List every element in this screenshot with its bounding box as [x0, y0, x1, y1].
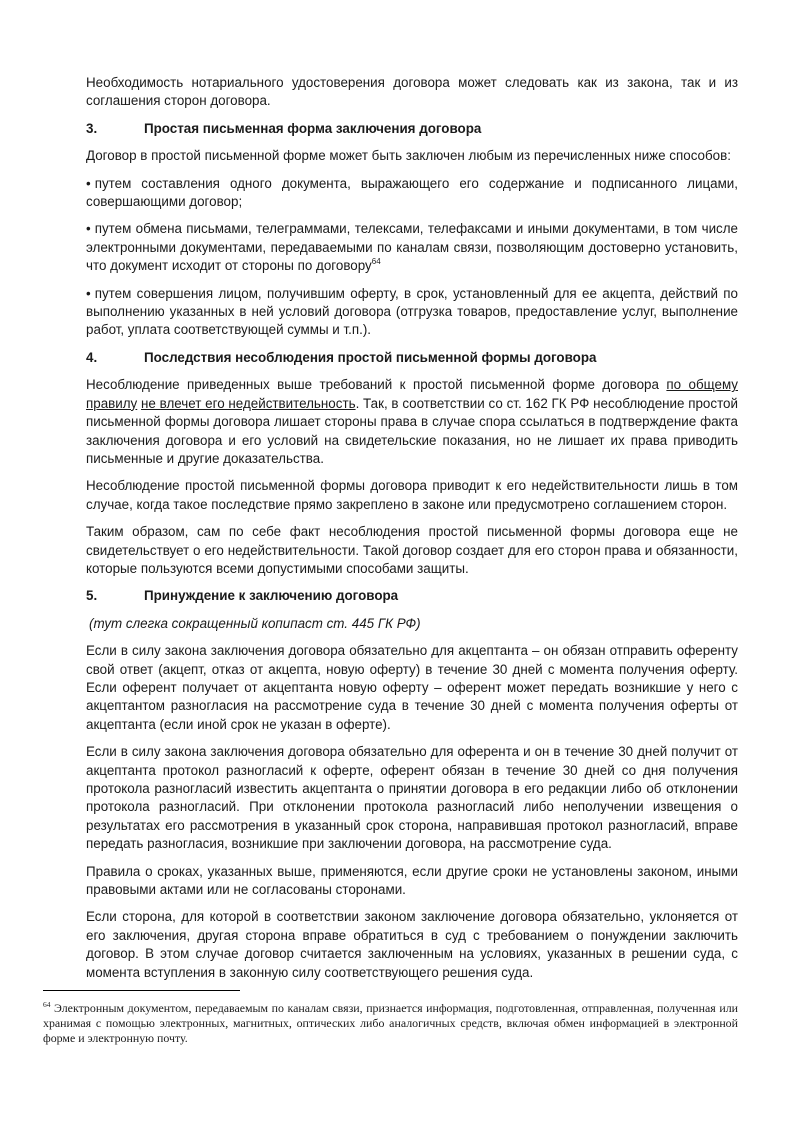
bullet-1-text: путем составления одного документа, выражающего его содержание и подписанного лицами, совершающими договор; [86, 175, 738, 210]
section-5-paragraph-3: Правила о сроках, указанных выше, применяются, если другие сроки не установлены законом, иными правовыми актами или не согласованы сторонами. [86, 863, 738, 898]
footnote [43, 1001, 738, 1045]
section-5-heading [86, 587, 738, 605]
section-3-number: 3. [86, 120, 98, 136]
underlined-text: не влечет его недействительность [141, 395, 356, 411]
bullet-2-text: путем обмена письмами, телеграммами, телексами, телефаксами и иными документами, в том числе электронными документами, передаваемыми по каналам связи, позволяющим достоверно установить, что документ исходит от стороны по договору [86, 221, 738, 274]
underlined-text: по общему правилу [86, 377, 738, 411]
section-5-paragraph-4: Если сторона, для которой в соответствии законом заключение договора обязательно, уклоняется от его заключения, другая сторона вправе обратиться в суд с требованием о понуждении заключить договор. В этом случае договор считается заключенным на условиях, указанных в решении суда, с момента вступления в законную силу соответствующего решения суда. [86, 909, 738, 980]
footnote-ref[interactable]: 64 [371, 257, 381, 267]
section-3-bullet-2 [86, 220, 738, 275]
section-4-paragraph-2: Несоблюдение простой письменной формы договора приводит к его недействительности лишь в том случае, когда такое последствие прямо закреплено в законе или предусмотрено соглашением сторон. [86, 478, 738, 512]
section-4-heading [86, 349, 738, 367]
page-body [86, 74, 738, 991]
section-4-number: 4. [86, 349, 98, 365]
section-4-paragraph-3: Таким образом, сам по себе факт несоблюдения простой письменной формы договора еще не свидетельствует о его недействительности. Такой договор создает для его сторон права и обязанности, которые пользуются всеми допустимыми способами защиты. [86, 524, 738, 576]
section-5-note: (тут слегка сокращенный копипаст ст. 445 ГК РФ) [89, 615, 421, 631]
section-3-lead: Договор в простой письменной форме может быть заключен любым из перечисленных ниже способов: [86, 148, 731, 164]
section-5-number: 5. [86, 588, 98, 604]
footnote-number: 64 [43, 1000, 51, 1009]
footnote-text: Электронным документом, передаваемым по каналам связи, признается информация, подготовленная, отправленная, полученная или хранимая с помощью электронных, магнитных, оптических либо аналогичных средств, включая обмен информацией в электронной форме и электронную почту. [43, 1001, 738, 1045]
section-4-paragraph-1 [86, 376, 738, 468]
text-run: . Так, в соответствии со ст. 162 ГК РФ несоблюдение простой письменной формы договора лишает стороны права в случае спора ссылаться в подтверждение факта заключения договора и его условий на свидетельские показания, но не лишает их права приводить письменные и другие доказательства. [86, 395, 738, 466]
section-5-paragraph-1: Если в силу закона заключения договора обязательно для акцептанта – он обязан отправить оференту свой ответ (акцепт, отказ от акцепта, новую оферту) в течение 30 дней с момента получения оферту. Если оферент получает от акцептанта новую оферту – оферент может передать возникшие у него с акцептантом разногласия на рассмотрение суда в течение 30 дней с момента получения оферты от акцептанта (если иной срок не указан в оферте). [86, 643, 738, 732]
footnote-separator [43, 990, 240, 991]
section-3-bullet-1 [86, 175, 738, 212]
section-5-paragraph-2: Если в силу закона заключения договора обязательно для оферента и он в течение 30 дней получит от акцептанта протокол разногласий к оферте, оферент обязан в течение 30 дней со дня получения протокола разногласий известить акцептанта о принятии договора в его редакции либо об отклонении протокола разногласий. При отклонении протокола разногласий либо неполучении извещения о результатах его рассмотрения в указанный срок сторона, направившая протокол разногласий, вправе передать разногласия, возникшие при заключении договора, на рассмотрение суда. [86, 744, 738, 852]
text-run: Несоблюдение приведенных выше требований к простой письменной форме договора [86, 377, 667, 393]
section-4-title: Последствия несоблюдения простой письменной формы договора [144, 349, 597, 365]
section-5-title: Принуждение к заключению договора [144, 588, 399, 604]
section-3-bullet-3 [86, 285, 738, 340]
intro-paragraph: Необходимость нотариального удостоверения договора может следовать как из закона, так и из соглашения сторон договора. [86, 75, 738, 109]
section-3-heading [86, 120, 738, 138]
section-3-title: Простая письменная форма заключения договора [144, 120, 482, 136]
bullet-3-text: путем совершения лицом, получившим оферту, в срок, установленный для ее акцепта, действий по выполнению указанных в ней условий договора (отгрузка товаров, предоставление услуг, выполнение работ, уплата соответствующей суммы и т.п.). [86, 285, 738, 338]
